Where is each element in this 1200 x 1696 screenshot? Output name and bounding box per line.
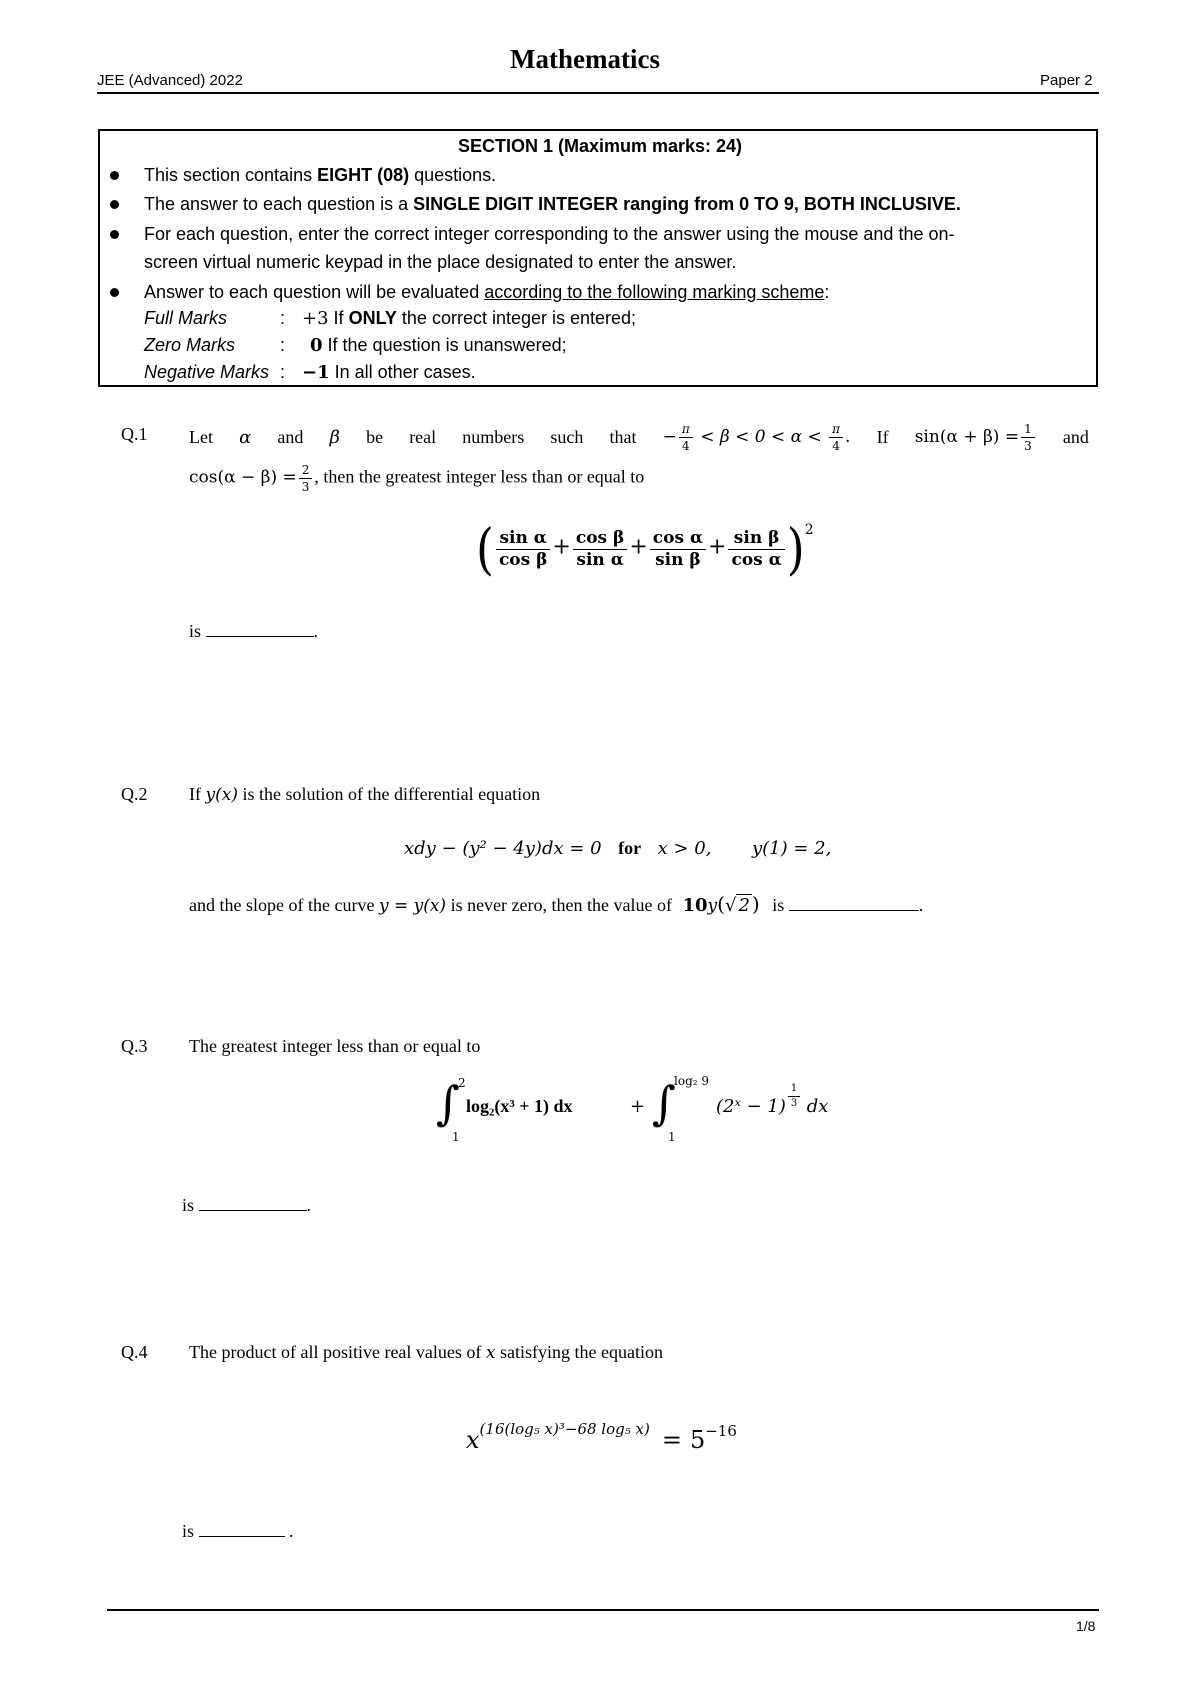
instruction-bullet: This section contains EIGHT (08) questions. — [144, 165, 496, 186]
bullet-icon — [110, 288, 119, 297]
answer-blank[interactable] — [789, 894, 919, 911]
header-rule — [97, 92, 1099, 94]
q2-equation: xdy − (y² − 4y)dx = 0 for x > 0, y(1) = 2, — [404, 838, 832, 859]
footer-rule — [107, 1609, 1099, 1611]
q4-answer-line: is . — [182, 1521, 294, 1541]
paper-label: Paper 2 — [1040, 72, 1093, 89]
bullet-icon — [110, 230, 119, 239]
q3-expression: ∫ 2 1 log₂(x³ + 1) dx + ∫ log₂ 9 1 (2ˣ − 1) $\frac{1}{3}$ dx — [436, 1074, 829, 1144]
scheme-row-negative: Negative Marks : −1 In all other cases. — [144, 362, 476, 383]
exam-name: JEE (Advanced) 2022 — [97, 72, 243, 89]
q2-intro: If y(x) is the solution of the differential equation — [189, 784, 541, 805]
q4-equation: $x^{(16(log_5 x)^3-68 log_5 x)} = 5^{-16}$ — [466, 1420, 737, 1454]
q1-answer-line: is . — [189, 621, 319, 641]
question-number: Q.3 — [121, 1036, 148, 1056]
q1-line2: cos(α − β) = $\frac{2}{3}$ , then the greatest integer less than or equal to — [189, 463, 645, 494]
question-number: Q.1 — [121, 424, 148, 444]
instruction-bullet: For each question, enter the correct integer corresponding to the answer using the mouse and the on- — [144, 224, 954, 245]
q1-condition: − $\frac{\pi}{4}$ < β < 0 < α < $\frac{\pi}{4}$ . — [662, 422, 851, 453]
question-number: Q.2 — [121, 784, 148, 804]
bullet-icon — [110, 200, 119, 209]
integral-icon: ∫ — [652, 1076, 676, 1130]
integral-icon: ∫ — [436, 1076, 460, 1130]
question-number: Q.4 — [121, 1342, 148, 1362]
q2-text: and the slope of the curve y = y(x) is never zero, then the value of 10y(√ 2 ) is . — [189, 892, 924, 916]
instruction-bullet: Answer to each question will be evaluated according to the following marking scheme: — [144, 282, 829, 303]
q3-answer-line: is . — [182, 1195, 312, 1215]
instruction-bullet: The answer to each question is a SINGLE DIGIT INTEGER ranging from 0 TO 9, BOTH INCLUSIVE. — [144, 194, 961, 215]
answer-blank[interactable] — [199, 1520, 285, 1537]
q4-intro: The product of all positive real values of x satisfying the equation — [189, 1342, 663, 1363]
q3-intro: The greatest integer less than or equal to — [189, 1036, 481, 1056]
page-number: 1/8 — [1076, 1618, 1096, 1634]
instruction-bullet-continuation: screen virtual numeric keypad in the place designated to enter the answer. — [144, 252, 737, 272]
q1-expression: ( $\frac{\text{sin α}}{\text{cos β}}$ + $\frac{\text{cos β}}{\text{sin α}}$ + $\frac{\text{cos α}}{\text{sin β}}$ + $\frac{\text{sin β}}{\text{cos α}}$ )$^2$ — [476, 516, 814, 582]
scheme-row-zero: Zero Marks : 0 If the question is unanswered; — [144, 335, 567, 356]
q1-line1: Let α and β be real numbers such that − $\frac{\pi}{4}$ < β < 0 < α < $\frac{\pi}{4}$ . If sin(α + β) = $\frac{1}{3}$ and — [189, 422, 1089, 453]
answer-blank[interactable] — [206, 620, 314, 637]
section-title: SECTION 1 (Maximum marks: 24) — [457, 136, 743, 156]
bullet-icon — [110, 171, 119, 180]
answer-blank[interactable] — [199, 1194, 307, 1211]
section-instructions-box — [98, 129, 1098, 387]
page-title: Mathematics — [510, 44, 660, 74]
scheme-row-full: Full Marks : +3 If ONLY the correct integer is entered; — [144, 308, 637, 329]
